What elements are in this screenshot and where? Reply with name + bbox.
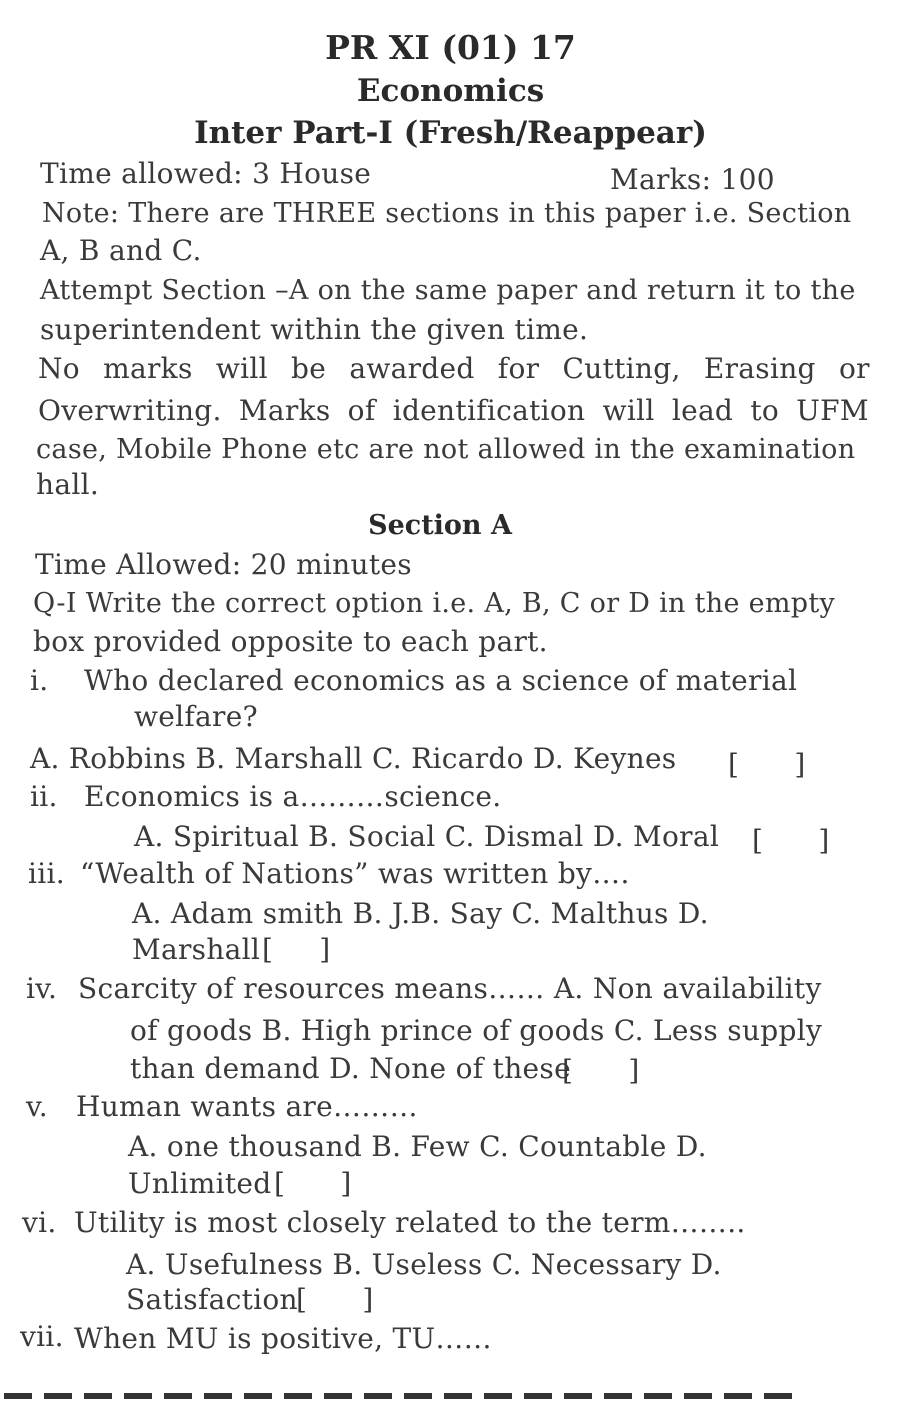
question-text: Utility is most closely related to the term……..: [74, 1206, 746, 1239]
answer-box[interactable]: [ ]: [562, 1054, 640, 1087]
question-text: Economics is a………science.: [84, 780, 502, 813]
answer-options: Satisfaction: [126, 1283, 298, 1316]
cut-line-divider: [4, 1393, 804, 1399]
instruction-line: No marks will be awarded for Cutting, Erasing or: [38, 352, 870, 385]
time-allowed: Time allowed: 3 House: [40, 157, 372, 190]
instruction-line: Attempt Section –A on the same paper and return it to the: [40, 275, 856, 306]
answer-box[interactable]: [ ]: [274, 1167, 352, 1200]
question-number: i.: [30, 664, 49, 697]
exam-part: Inter Part-I (Fresh/Reappear): [194, 115, 707, 151]
question-text: Who declared economics as a science of material: [84, 664, 798, 697]
subject-title: Economics: [356, 73, 545, 109]
question-number: vii.: [20, 1320, 64, 1353]
answer-options: of goods B. High prince of goods C. Less supply: [130, 1014, 823, 1047]
answer-options: Marshall: [132, 933, 261, 966]
question-text: Scarcity of resources means…… A. Non availability: [78, 972, 822, 1005]
answer-box[interactable]: [ ]: [262, 933, 331, 966]
answer-box[interactable]: [ ]: [752, 824, 830, 857]
question-text: “Wealth of Nations” was written by….: [80, 857, 630, 890]
question-instruction: box provided opposite to each part.: [33, 625, 548, 658]
question-number: ii.: [30, 780, 58, 813]
question-instruction: Q-I Write the correct option i.e. A, B, C or D in the empty: [33, 588, 836, 619]
instruction-line: case, Mobile Phone etc are not allowed in the examination: [36, 434, 856, 465]
question-text: Human wants are………: [76, 1090, 418, 1123]
question-number: vi.: [22, 1206, 57, 1239]
answer-options: A. Adam smith B. J.B. Say C. Malthus D.: [132, 897, 709, 930]
section-time: Time Allowed: 20 minutes: [35, 548, 412, 581]
question-text: welfare?: [134, 700, 258, 733]
question-number: v.: [26, 1090, 48, 1123]
total-marks: Marks: 100: [610, 163, 775, 196]
answer-options: Unlimited: [128, 1167, 272, 1200]
answer-box[interactable]: [ ]: [296, 1283, 374, 1316]
answer-options: than demand D. None of these: [130, 1052, 571, 1085]
answer-options: A. one thousand B. Few C. Countable D.: [128, 1130, 707, 1163]
answer-options: A. Spiritual B. Social C. Dismal D. Moral: [134, 820, 720, 853]
instruction-line: superintendent within the given time.: [40, 313, 589, 346]
question-text: When MU is positive, TU……: [74, 1322, 492, 1355]
question-number: iv.: [26, 972, 58, 1005]
answer-options: A. Robbins B. Marshall C. Ricardo D. Keynes: [30, 742, 677, 775]
answer-options: A. Usefulness B. Useless C. Necessary D.: [126, 1248, 722, 1281]
instruction-line: hall.: [36, 468, 100, 501]
section-a-title: Section A: [368, 510, 512, 541]
answer-box[interactable]: [ ]: [728, 748, 806, 781]
instruction-line: Overwriting. Marks of identification will lead to UFM: [38, 394, 869, 427]
question-number: iii.: [28, 857, 65, 890]
instruction-line: Note: There are THREE sections in this paper i.e. Section: [42, 198, 852, 229]
paper-code: PR XI (01) 17: [325, 28, 576, 67]
instruction-line: A, B and C.: [40, 234, 202, 267]
